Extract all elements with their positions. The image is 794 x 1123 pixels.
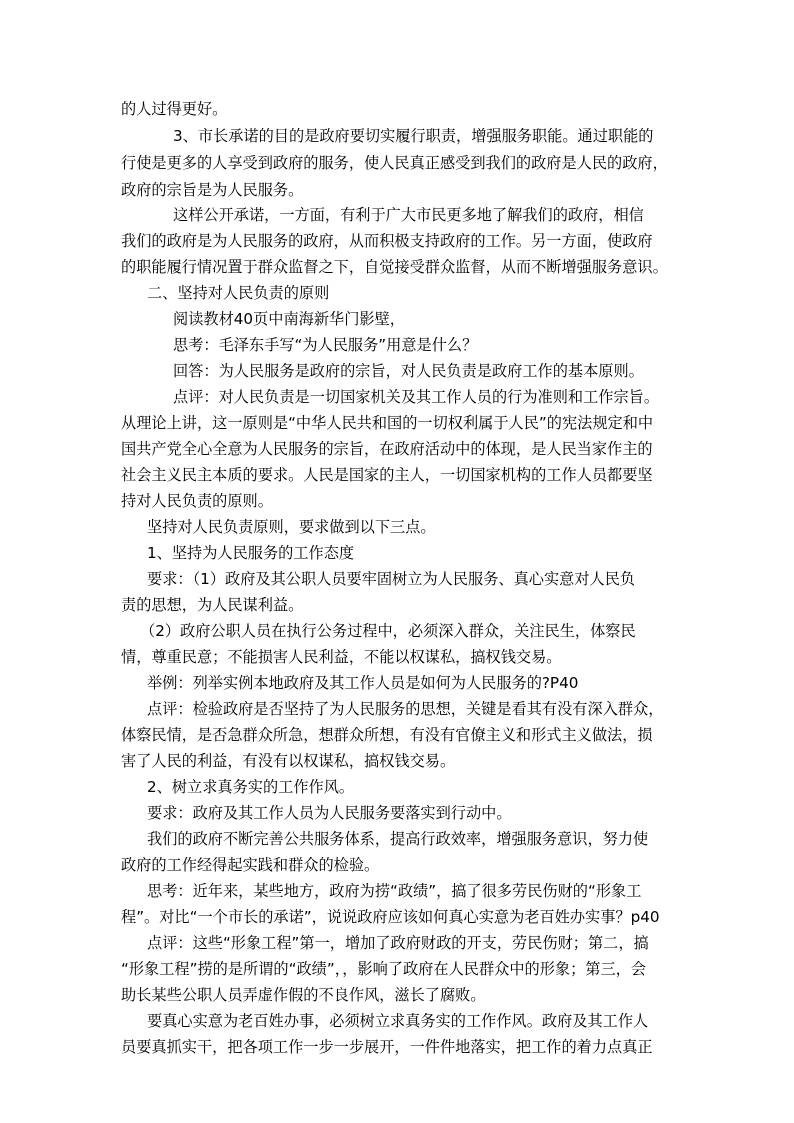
text-line: 思考：毛泽东手写“为人民服务”用意是什么？ [173, 336, 478, 354]
text-line: 这样公开承诺，一方面，有利于广大市民更多地了解我们的政府，相信 [173, 206, 644, 224]
text-line: 3、市长承诺的目的是政府要切实履行职责，增强服务职能。通过职能的 [173, 127, 654, 145]
text-line: 举例：列举实例本地政府及其工作人员是如何为人民服务的?P40 [147, 674, 579, 692]
text-line: 体察民情，是否急群众所急，想群众所想，有没有官僚主义和形式主义做法，损 [121, 726, 653, 744]
text-line: 阅读教材40页中南海新华门影壁， [173, 310, 405, 328]
text-line: 情，尊重民意；不能损害人民利益，不能以权谋私，搞权钱交易。 [121, 648, 562, 666]
text-line: 要真心实意为老百姓办事，必须树立求真务实的工作作风。政府及其工作人 [147, 1012, 649, 1030]
text-line: 我们的政府是为人民服务的政府，从而积极支持政府的工作。另一方面，使政府 [121, 232, 653, 250]
text-line: 点评：对人民负责是一切国家机关及其工作人员的行为准则和工作宗旨。 [173, 388, 659, 406]
text-line: 点评：这些“形象工程”第一，增加了政府财政的开支，劳民伤财；第二，搞 [147, 934, 649, 952]
text-line: 思考：近年来，某些地方，政府为捞“政绩”，搞了很多劳民伤财的“形象工 [147, 882, 642, 900]
text-line: 员要真抓实干，把各项工作一步一步展开，一件件地落实，把工作的着力点真正 [121, 1038, 653, 1056]
text-line: 社会主义民主本质的要求。人民是国家的主人，一切国家机构的工作人员都要坚 [121, 466, 653, 484]
text-line: 政府的宗旨是为人民服务。 [121, 181, 304, 199]
text-line: 坚持对人民负责原则，要求做到以下三点。 [147, 518, 436, 536]
text-line: 国共产党全心全意为人民服务的宗旨，在政府活动中的体现，是人民当家作主的 [121, 440, 653, 458]
text-line: 点评：检验政府是否坚持了为人民服务的思想，关键是看其有没有深入群众， [147, 700, 664, 718]
text-line: 我们的政府不断完善公共服务体系，提高行政效率，增强服务意识，努力使 [147, 830, 649, 848]
text-line: 助长某些公职人员弄虚作假的不良作风，滋长了腐败。 [121, 986, 486, 1004]
text-line: 程”。对比“一个市长的承诺”，说说政府应该如何真心实意为老百姓办实事？p40 [121, 908, 660, 926]
text-line: 要求：（1）政府及其公职人员要牢固树立为人民服务、真心实意对人民负 [147, 570, 636, 588]
text-line: 要求：政府及其工作人员为人民服务要落实到行动中。 [147, 804, 512, 822]
subsection-heading: 2、树立求真务实的工作作风。 [147, 778, 355, 796]
text-line: 回答：为人民服务是政府的宗旨，对人民负责是政府工作的基本原则。 [173, 362, 644, 380]
text-line: 从理论上讲，这一原则是“中华人民共和国的一切权利属于人民”的宪法规定和中 [121, 414, 654, 432]
text-line: 害了人民的利益，有没有以权谋私，搞权钱交易。 [121, 752, 456, 770]
text-line: 政府的工作经得起实践和群众的检验。 [121, 856, 380, 874]
text-line: （2）政府公职人员在执行公务过程中，必须深入群众，关注民生，体察民 [140, 622, 636, 640]
section-heading: 二、坚持对人民负责的原则 [147, 284, 330, 302]
text-line: 的职能履行情况置于群众监督之下，自觉接受群众监督，从而不断增强服务意识。 [121, 258, 668, 276]
text-line: “形象工程”捞的是所谓的“政绩”，，影响了政府在人民群众中的形象；第三，会 [121, 960, 647, 978]
text-line: 责的思想，为人民谋利益。 [121, 596, 304, 614]
text-line: 持对人民负责的原则。 [121, 492, 273, 510]
text-line: 行使是更多的人享受到政府的服务，使人民真正感受到我们的政府是人民的政府， [121, 154, 668, 172]
subsection-heading: 1、坚持为人民服务的工作态度 [147, 544, 355, 562]
text-line: 的人过得更好。 [121, 100, 228, 118]
